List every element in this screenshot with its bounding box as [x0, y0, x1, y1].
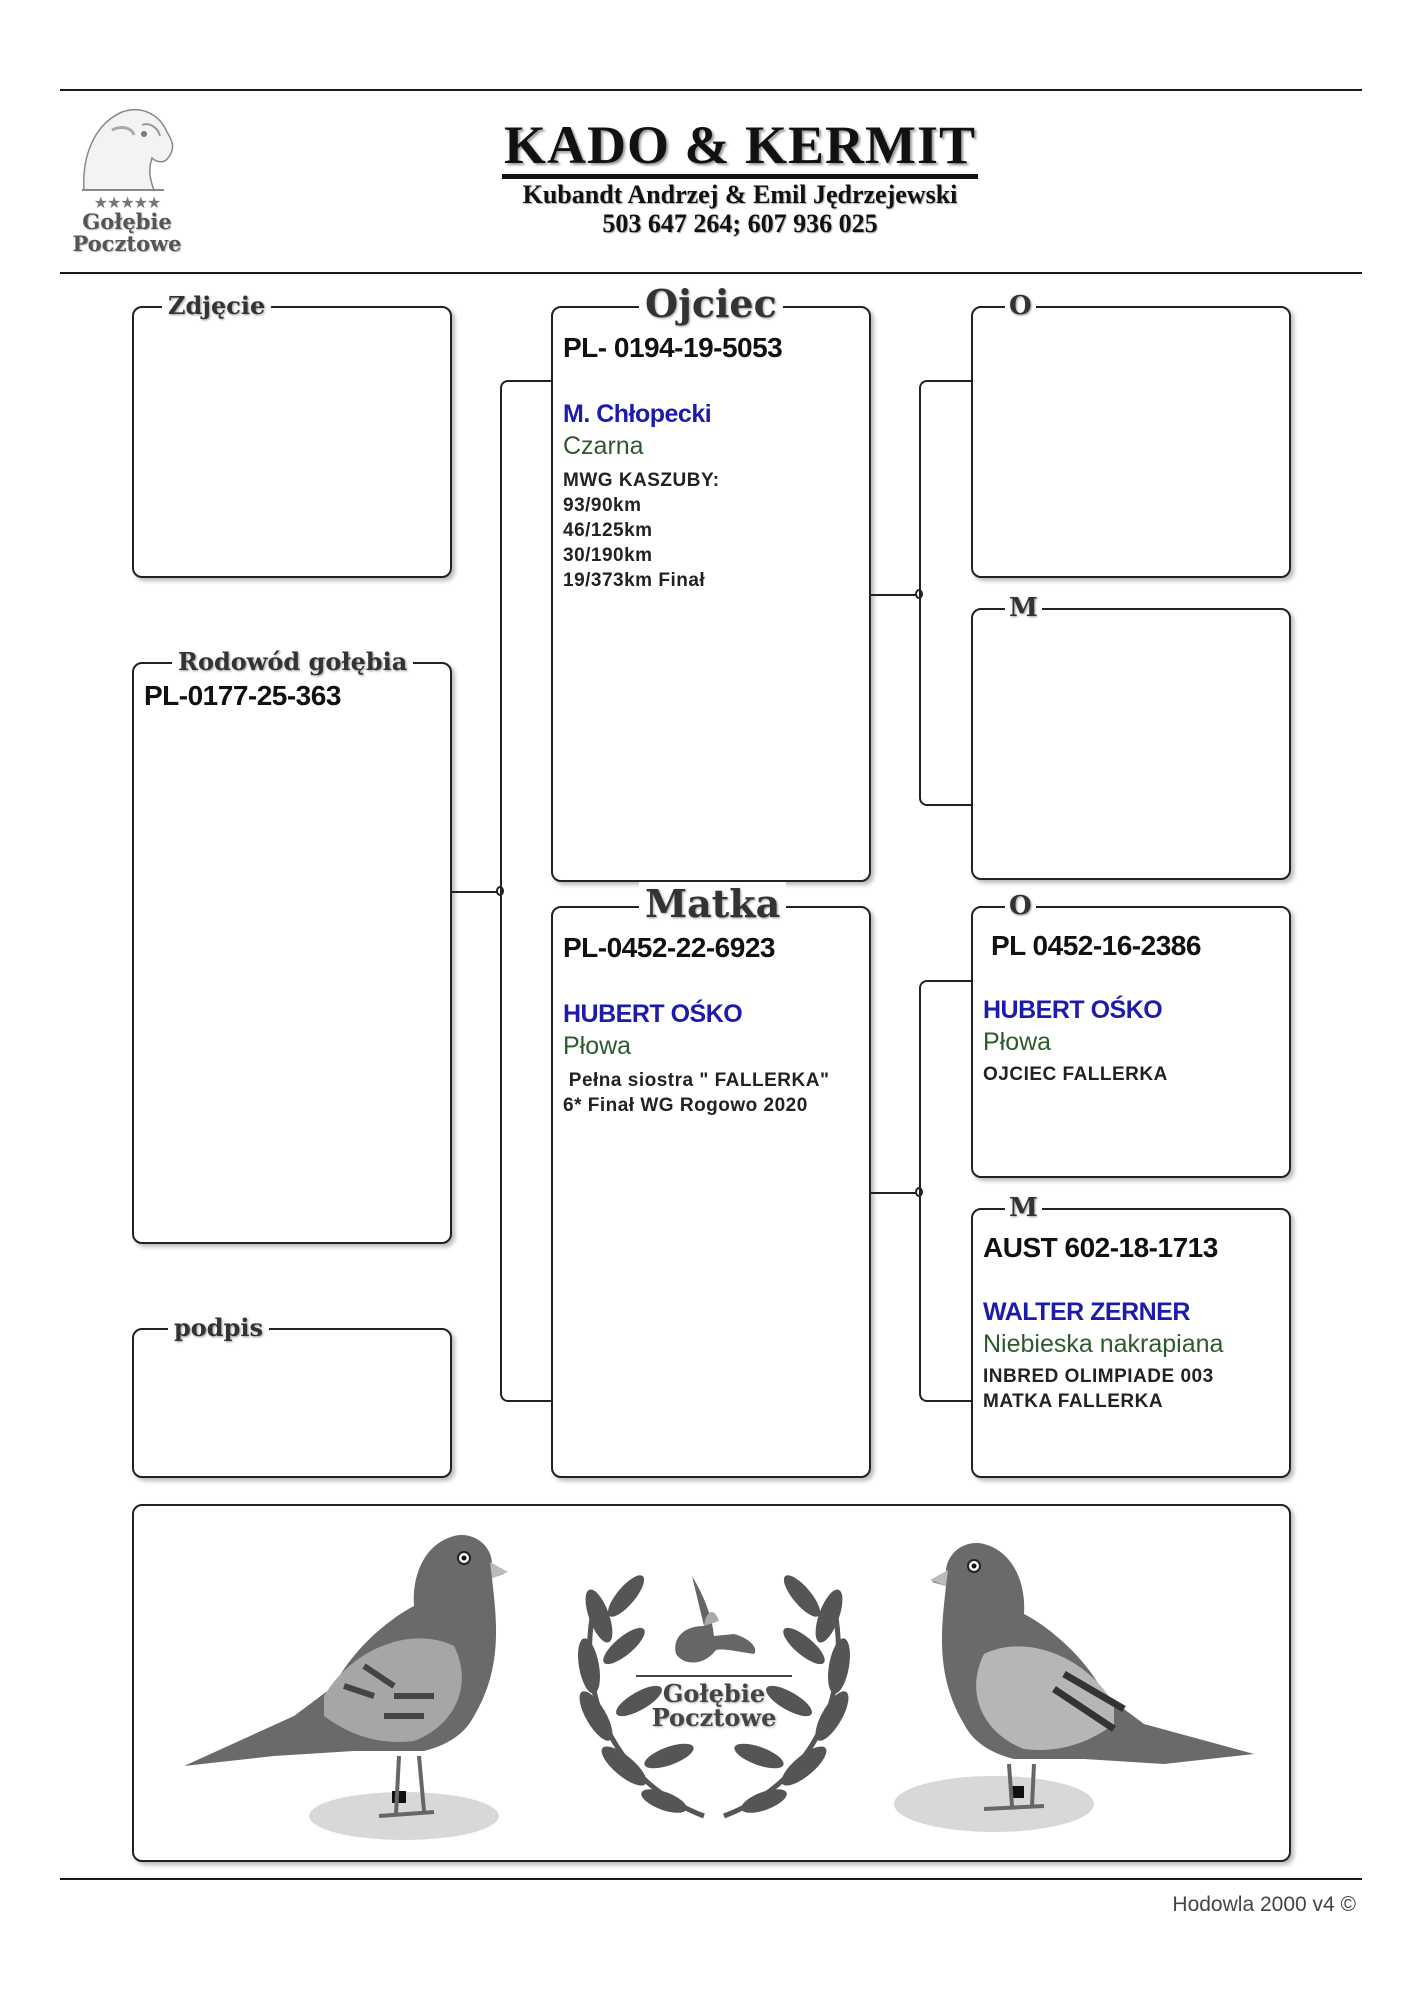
mother-box: [551, 881, 871, 1478]
maternal-grandmother-label: M: [1005, 1194, 1042, 1222]
header: [420, 115, 1060, 239]
pedigree-ring-number: PL-0177-25-363: [144, 680, 341, 711]
header-bottom-rule: [60, 272, 1362, 274]
maternal-grandfather-breeder: HUBERT OŚKO: [983, 996, 1163, 1024]
phone-numbers: 503 647 264; 607 936 025: [602, 209, 878, 238]
paternal-grandmother-box: [971, 593, 1291, 880]
maternal-grandfather-color: Płowa: [983, 1028, 1052, 1056]
father-label: Ojciec: [639, 282, 783, 326]
maternal-grandmother-box: [971, 1193, 1291, 1478]
connector-line: [452, 891, 500, 893]
maternal-grandmother-ring-number: AUST 602-18-1713: [983, 1232, 1218, 1263]
logo-text-line2: Pocztowe: [72, 231, 182, 256]
connector-line: [871, 594, 919, 596]
loft-title: KADO & KERMIT: [502, 118, 978, 179]
emblem-text-line2: Pocztowe: [651, 1703, 777, 1732]
maternal-grandfather-ring-number: PL 0452-16-2386: [991, 930, 1201, 961]
logo: [62, 100, 192, 265]
paternal-grandfather-box: [971, 291, 1291, 578]
signature-label: podpis: [168, 1313, 269, 1343]
pedigree-box: [132, 647, 452, 1244]
father-ring-number: PL- 0194-19-5053: [563, 332, 783, 363]
father-bracket: [919, 380, 971, 806]
maternal-grandfather-label: O: [1005, 892, 1036, 920]
mother-color: Płowa: [563, 1032, 632, 1060]
top-rule: [60, 89, 1362, 91]
signature-box: [132, 1313, 452, 1478]
logo-stars: ★★★★★: [93, 193, 161, 212]
father-box: [551, 281, 871, 882]
maternal-grandfather-notes: OJCIEC FALLERKA: [983, 1064, 1168, 1085]
pigeon-left-image: [174, 1516, 514, 1846]
father-breeder: M. Chłopecki: [563, 400, 712, 428]
maternal-grandmother-breeder: WALTER ZERNER: [983, 1298, 1190, 1326]
mother-breeder: HUBERT OŚKO: [563, 1000, 743, 1028]
emblem-text-line1: Gołębie: [662, 1679, 766, 1708]
maternal-grandfather-box: [971, 891, 1291, 1178]
pigeon-right-image: [884, 1524, 1264, 1844]
bottom-rule: [60, 1878, 1362, 1880]
paternal-grandmother-label: M: [1005, 594, 1042, 622]
flying-pigeon-icon: [675, 1576, 755, 1663]
mother-bracket: [919, 980, 971, 1402]
pigeon-head-icon: [72, 100, 182, 195]
footer-credit: Hodowla 2000 v4 ©: [1172, 1893, 1356, 1916]
mother-label: Matka: [639, 882, 786, 926]
mother-ring-number: PL-0452-22-6923: [563, 932, 775, 963]
pedigree-label: Rodowód gołębia: [172, 647, 413, 677]
logo-text-line1: Gołębie: [82, 209, 172, 234]
banner-box: [132, 1504, 1291, 1862]
maternal-grandmother-notes: INBRED OLIMPIADE 003 MATKA FALLERKA: [983, 1366, 1214, 1412]
parents-bracket: [500, 380, 552, 1402]
emblem: [554, 1526, 874, 1836]
father-color: Czarna: [563, 432, 644, 460]
mother-notes: Pełna siostra " FALLERKA" 6* Finał WG Rogowo 2020: [563, 1070, 830, 1116]
owners: Kubandt Andrzej & Emil Jędrzejewski: [522, 180, 958, 209]
father-notes: MWG KASZUBY: 93/90km 46/125km 30/190km 19/373km Finał: [563, 470, 720, 591]
paternal-grandfather-label: O: [1005, 292, 1036, 320]
photo-label: Zdjęcie: [162, 291, 271, 321]
connector-line: [871, 1192, 919, 1194]
photo-box: [132, 291, 452, 578]
maternal-grandmother-color: Niebieska nakrapiana: [983, 1330, 1224, 1358]
